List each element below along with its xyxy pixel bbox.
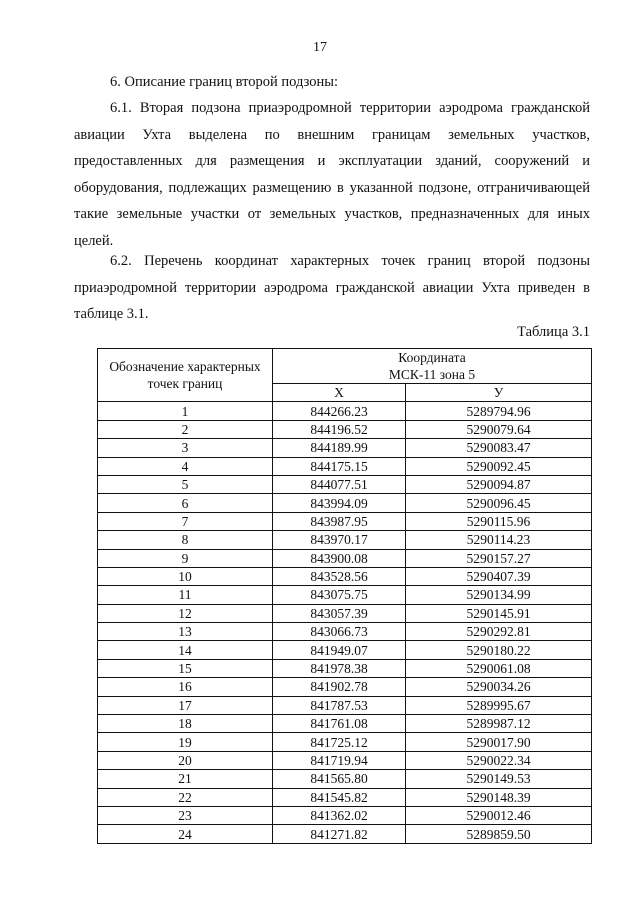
- table-row: [98, 402, 592, 420]
- x-coordinate-cell: 841949.07: [273, 641, 406, 659]
- table-row: [98, 825, 592, 843]
- x-coordinate-cell: 841362.02: [273, 806, 406, 824]
- x-coordinate-cell: 843900.08: [273, 549, 406, 567]
- table-caption: Таблица 3.1: [517, 324, 590, 340]
- point-number-cell: 14: [98, 641, 273, 659]
- y-coordinate-cell: 5290034.26: [406, 678, 592, 696]
- x-coordinate-cell: 841565.80: [273, 770, 406, 788]
- table-row: [98, 678, 592, 696]
- header-coordinate-title: Координата: [398, 350, 466, 365]
- point-number-cell: 19: [98, 733, 273, 751]
- table-row: [98, 770, 592, 788]
- point-number-cell: 9: [98, 549, 273, 567]
- y-coordinate-cell: 5290115.96: [406, 512, 592, 530]
- point-number-cell: 12: [98, 604, 273, 622]
- x-coordinate-cell: 843970.17: [273, 531, 406, 549]
- x-coordinate-cell: 843528.56: [273, 567, 406, 585]
- y-coordinate-cell: 5290094.87: [406, 475, 592, 493]
- point-number-cell: 18: [98, 715, 273, 733]
- y-coordinate-cell: 5290012.46: [406, 806, 592, 824]
- table-row: [98, 604, 592, 622]
- y-coordinate-cell: 5290157.27: [406, 549, 592, 567]
- point-number-cell: 4: [98, 457, 273, 475]
- point-number-cell: 10: [98, 567, 273, 585]
- x-coordinate-cell: 844189.99: [273, 439, 406, 457]
- y-coordinate-cell: 5290134.99: [406, 586, 592, 604]
- y-coordinate-cell: 5290114.23: [406, 531, 592, 549]
- x-coordinate-cell: 841725.12: [273, 733, 406, 751]
- y-coordinate-cell: 5290180.22: [406, 641, 592, 659]
- table-row: [98, 751, 592, 769]
- header-coordinate-system: МСК-11 зона 5: [388, 367, 476, 382]
- point-number-cell: 1: [98, 402, 273, 420]
- x-coordinate-cell: 844266.23: [273, 402, 406, 420]
- table-row: [98, 733, 592, 751]
- table-row: [98, 549, 592, 567]
- table-row: [98, 788, 592, 806]
- y-coordinate-cell: 5290148.39: [406, 788, 592, 806]
- y-coordinate-cell: 5289794.96: [406, 402, 592, 420]
- point-number-cell: 7: [98, 512, 273, 530]
- point-number-cell: 3: [98, 439, 273, 457]
- x-coordinate-cell: 841271.82: [273, 825, 406, 843]
- header-y: У: [406, 384, 592, 402]
- x-coordinate-cell: 841787.53: [273, 696, 406, 714]
- y-coordinate-cell: 5289995.67: [406, 696, 592, 714]
- paragraph-6-2: 6.2. Перечень координат характерных точек границ второй подзоны приаэродромной территории аэродрома гражданской авиации Ухта приведен в таблице 3.1.: [74, 253, 590, 322]
- y-coordinate-cell: 5290061.08: [406, 659, 592, 677]
- x-coordinate-cell: 841761.08: [273, 715, 406, 733]
- point-number-cell: 6: [98, 494, 273, 512]
- x-coordinate-cell: 843075.75: [273, 586, 406, 604]
- point-number-cell: 15: [98, 659, 273, 677]
- y-coordinate-cell: 5290079.64: [406, 420, 592, 438]
- x-coordinate-cell: 844175.15: [273, 457, 406, 475]
- x-coordinate-cell: 841719.94: [273, 751, 406, 769]
- point-number-cell: 13: [98, 623, 273, 641]
- section-heading: 6. Описание границ второй подзоны:: [110, 74, 338, 90]
- y-coordinate-cell: 5290149.53: [406, 770, 592, 788]
- table-row: [98, 494, 592, 512]
- header-x: X: [273, 384, 406, 402]
- x-coordinate-cell: 843057.39: [273, 604, 406, 622]
- table-row: [98, 457, 592, 475]
- point-number-cell: 20: [98, 751, 273, 769]
- table-row: [98, 531, 592, 549]
- coordinates-table-body: [98, 402, 592, 843]
- point-number-cell: 5: [98, 475, 273, 493]
- table-row: [98, 512, 592, 530]
- table-row: [98, 806, 592, 824]
- y-coordinate-cell: 5289987.12: [406, 715, 592, 733]
- x-coordinate-cell: 841545.82: [273, 788, 406, 806]
- point-number-cell: 8: [98, 531, 273, 549]
- paragraph-6-1: 6.1. Вторая подзона приаэродромной территории аэродрома гражданской авиации Ухта выделена по внешним границам земельных участков, предоставленных для размещения и эксплуатации зданий, сооружений и оборудования, подлежащих размещению в указанной подзоне, отграничивающей такие земельные участки от земельных участков, предназначенных для иных целей.: [74, 100, 590, 249]
- x-coordinate-cell: 843066.73: [273, 623, 406, 641]
- y-coordinate-cell: 5290083.47: [406, 439, 592, 457]
- y-coordinate-cell: 5290017.90: [406, 733, 592, 751]
- point-number-cell: 24: [98, 825, 273, 843]
- y-coordinate-cell: 5290092.45: [406, 457, 592, 475]
- y-coordinate-cell: 5290096.45: [406, 494, 592, 512]
- table-row: [98, 420, 592, 438]
- header-coordinate: [273, 349, 592, 384]
- point-number-cell: 16: [98, 678, 273, 696]
- header-point-label: Обозначение характерных точек границ: [98, 349, 273, 402]
- page-number: 17: [313, 40, 327, 55]
- y-coordinate-cell: 5290022.34: [406, 751, 592, 769]
- table-row: [98, 439, 592, 457]
- point-number-cell: 22: [98, 788, 273, 806]
- point-number-cell: 23: [98, 806, 273, 824]
- table-row: [98, 623, 592, 641]
- x-coordinate-cell: 844196.52: [273, 420, 406, 438]
- point-number-cell: 17: [98, 696, 273, 714]
- table-row: [98, 567, 592, 585]
- y-coordinate-cell: 5290407.39: [406, 567, 592, 585]
- coordinates-table: [97, 348, 592, 844]
- x-coordinate-cell: 844077.51: [273, 475, 406, 493]
- point-number-cell: 21: [98, 770, 273, 788]
- y-coordinate-cell: 5290145.91: [406, 604, 592, 622]
- table-row: [98, 641, 592, 659]
- point-number-cell: 2: [98, 420, 273, 438]
- table-row: [98, 696, 592, 714]
- table-row: [98, 659, 592, 677]
- table-row: [98, 586, 592, 604]
- x-coordinate-cell: 843994.09: [273, 494, 406, 512]
- x-coordinate-cell: 843987.95: [273, 512, 406, 530]
- point-number-cell: 11: [98, 586, 273, 604]
- table-row: [98, 475, 592, 493]
- x-coordinate-cell: 841978.38: [273, 659, 406, 677]
- table-row: [98, 715, 592, 733]
- y-coordinate-cell: 5289859.50: [406, 825, 592, 843]
- y-coordinate-cell: 5290292.81: [406, 623, 592, 641]
- x-coordinate-cell: 841902.78: [273, 678, 406, 696]
